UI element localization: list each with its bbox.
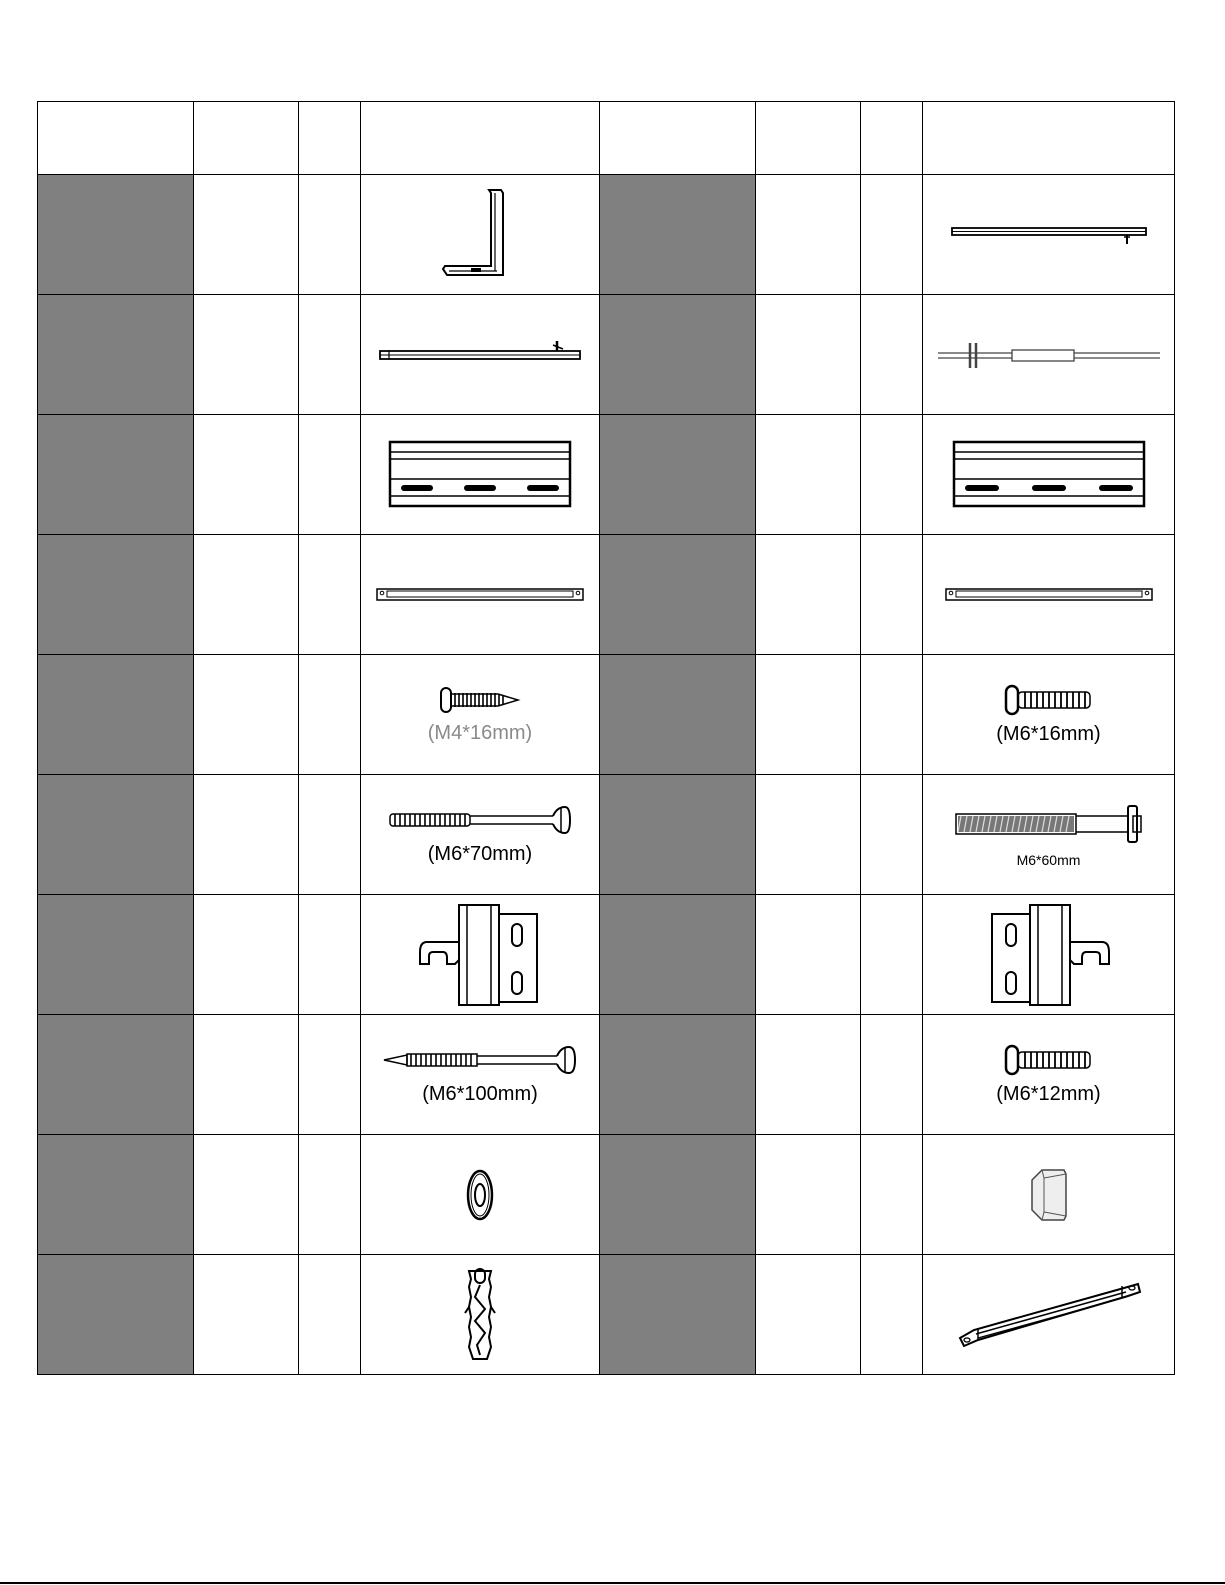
part-name-cell (756, 1135, 861, 1255)
part-qty-cell (299, 535, 361, 655)
part-id-cell (600, 415, 756, 535)
table-row (38, 295, 1175, 415)
wall-plate-icon (387, 439, 573, 511)
part-qty-cell (861, 1015, 923, 1135)
part-image-cell (361, 535, 600, 655)
threaded-bolt-icon (953, 802, 1145, 848)
screw-size-label: (M6*16mm) (996, 723, 1101, 745)
part-name-cell (194, 775, 299, 895)
table-row (38, 1015, 1175, 1135)
part-name-cell (756, 775, 861, 895)
part-qty-cell (299, 1135, 361, 1255)
part-image-cell (923, 1135, 1175, 1255)
part-image-cell (361, 895, 600, 1015)
table-row (38, 175, 1175, 295)
part-qty-cell (299, 295, 361, 415)
bolt-size-label: M6*60mm (1016, 851, 1081, 868)
part-id-cell (600, 535, 756, 655)
header-cell (756, 102, 861, 175)
part-image-cell (923, 295, 1175, 415)
part-name-cell (194, 1015, 299, 1135)
hook-bracket-right-icon (986, 902, 1112, 1008)
part-qty-cell (861, 175, 923, 295)
machine-screw-icon (1003, 683, 1095, 717)
part-qty-cell (861, 1255, 923, 1375)
header-row (38, 102, 1175, 175)
part-id-cell (600, 295, 756, 415)
wall-plate-icon (951, 439, 1147, 511)
part-image-cell (361, 1255, 600, 1375)
part-qty-cell (299, 175, 361, 295)
part-image-cell (923, 775, 1175, 895)
part-id-cell (600, 1015, 756, 1135)
part-qty-cell (861, 775, 923, 895)
part-name-cell (756, 415, 861, 535)
header-cell (361, 102, 600, 175)
hex-nut-icon (1028, 1166, 1070, 1224)
part-image-cell (923, 175, 1175, 295)
part-name-cell (756, 1255, 861, 1375)
part-qty-cell (861, 535, 923, 655)
part-id-cell (38, 1015, 194, 1135)
short-screw-icon (1003, 1043, 1095, 1077)
part-name-cell (756, 295, 861, 415)
lag-screw-icon (381, 1043, 579, 1077)
part-image-cell (923, 535, 1175, 655)
bolt-size-label: (M6*70mm) (427, 843, 533, 865)
washer-icon (465, 1167, 495, 1223)
wood-screw-icon (438, 684, 522, 716)
long-bolt-icon (387, 803, 573, 837)
angled-strap-icon (956, 1280, 1142, 1350)
part-name-cell (756, 535, 861, 655)
spring-rod-icon (936, 335, 1162, 375)
part-id-cell (600, 175, 756, 295)
part-id-cell (600, 895, 756, 1015)
part-qty-cell (299, 1255, 361, 1375)
part-qty-cell (861, 895, 923, 1015)
table-row (38, 655, 1175, 775)
part-image-cell (923, 1255, 1175, 1375)
parts-list-table (37, 101, 1175, 1375)
part-image-cell (923, 655, 1175, 775)
part-image-cell (361, 1135, 600, 1255)
part-id-cell (38, 1135, 194, 1255)
part-id-cell (38, 775, 194, 895)
part-image-cell (923, 1015, 1175, 1135)
part-id-cell (38, 175, 194, 295)
part-image-cell (923, 895, 1175, 1015)
rail-with-pin-icon (377, 335, 583, 375)
header-cell (861, 102, 923, 175)
part-id-cell (38, 535, 194, 655)
part-id-cell (600, 1135, 756, 1255)
table-row (38, 535, 1175, 655)
part-name-cell (194, 295, 299, 415)
part-name-cell (194, 1135, 299, 1255)
part-qty-cell (299, 415, 361, 535)
part-id-cell (38, 295, 194, 415)
part-id-cell (38, 415, 194, 535)
part-qty-cell (299, 895, 361, 1015)
hook-bracket-left-icon (417, 902, 543, 1008)
thin-rail-icon (949, 220, 1149, 250)
part-qty-cell (861, 1135, 923, 1255)
header-cell (194, 102, 299, 175)
table-row (38, 895, 1175, 1015)
page-bottom-rule (0, 1582, 1225, 1584)
part-name-cell (194, 655, 299, 775)
flat-bar-icon (943, 580, 1155, 610)
part-qty-cell (861, 295, 923, 415)
part-image-cell (361, 775, 600, 895)
part-image-cell (923, 415, 1175, 535)
table-row (38, 1135, 1175, 1255)
screw-size-label: (M6*12mm) (996, 1083, 1101, 1105)
part-name-cell (194, 535, 299, 655)
part-id-cell (600, 775, 756, 895)
part-id-cell (600, 1255, 756, 1375)
screw-size-label: (M4*16mm) (427, 722, 533, 744)
part-image-cell (361, 1015, 600, 1135)
table-row (38, 1255, 1175, 1375)
part-name-cell (194, 1255, 299, 1375)
header-cell (38, 102, 194, 175)
part-image-cell (361, 295, 600, 415)
part-id-cell (38, 895, 194, 1015)
part-name-cell (194, 175, 299, 295)
part-id-cell (38, 655, 194, 775)
part-id-cell (38, 1255, 194, 1375)
part-image-cell (361, 175, 600, 295)
part-qty-cell (299, 655, 361, 775)
part-image-cell (361, 655, 600, 775)
header-cell (299, 102, 361, 175)
part-qty-cell (299, 775, 361, 895)
part-name-cell (756, 1015, 861, 1135)
flat-bar-icon (374, 580, 586, 610)
part-name-cell (756, 655, 861, 775)
header-cell (600, 102, 756, 175)
l-bracket-icon (435, 185, 525, 285)
part-qty-cell (861, 655, 923, 775)
part-image-cell (361, 415, 600, 535)
header-cell (923, 102, 1175, 175)
wall-anchor-icon (463, 1267, 497, 1363)
part-name-cell (194, 415, 299, 535)
part-name-cell (756, 175, 861, 295)
part-id-cell (600, 655, 756, 775)
table-row (38, 775, 1175, 895)
part-name-cell (194, 895, 299, 1015)
part-name-cell (756, 895, 861, 1015)
screw-size-label: (M6*100mm) (422, 1083, 538, 1105)
part-qty-cell (861, 415, 923, 535)
part-qty-cell (299, 1015, 361, 1135)
table-row (38, 415, 1175, 535)
